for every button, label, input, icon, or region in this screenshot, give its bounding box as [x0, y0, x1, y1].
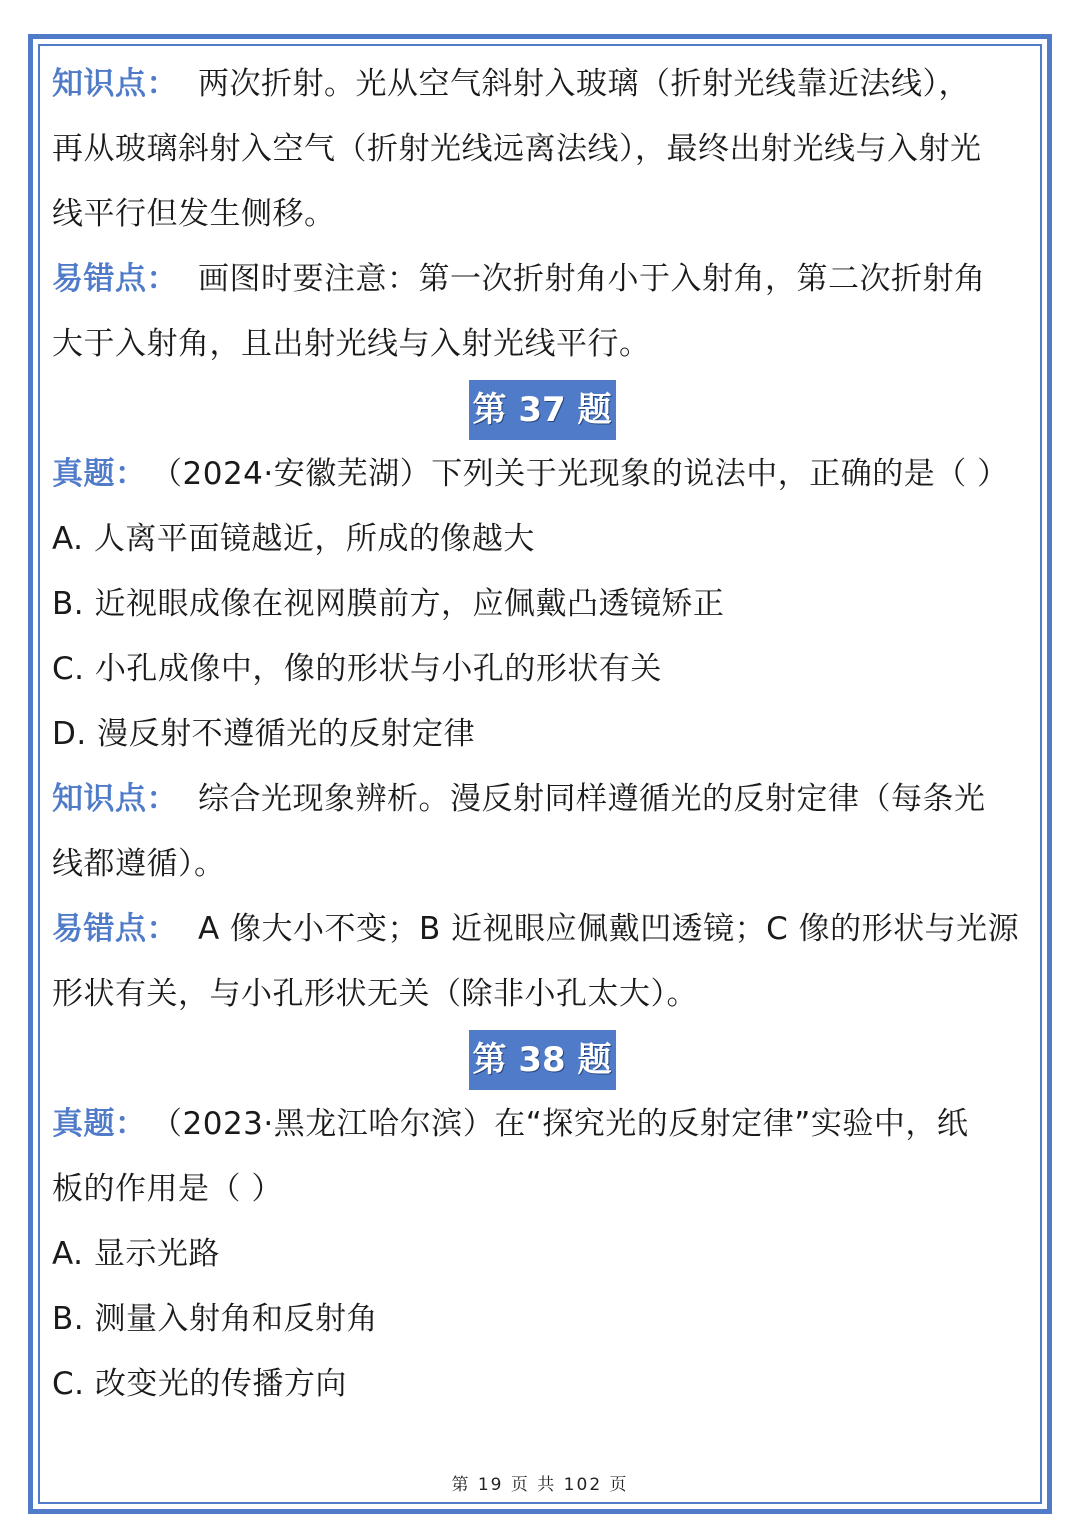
mistake-label: 易错点：	[52, 911, 178, 947]
q38-option-b: B. 测量入射角和反射角	[52, 1301, 378, 1337]
q37-question: 真题： （2024·安徽芜湖）下列关于光现象的说法中，正确的是（ ）	[52, 456, 1009, 492]
q37-mistake-line-1: 易错点： A 像大小不变；B 近视眼应佩戴凹透镜；C 像的形状与光源	[52, 911, 1020, 947]
q37-option-d: D. 漫反射不遵循光的反射定律	[52, 716, 476, 752]
q37-option-a: A. 人离平面镜越近，所成的像越大	[52, 521, 535, 557]
document-body	[52, 52, 1032, 1417]
question-label: 真题：	[52, 456, 147, 492]
q38-question-line-2: 板的作用是（ ）	[52, 1171, 283, 1207]
q37-knowledge-line-2: 线都遵循）。	[52, 846, 226, 882]
q36-knowledge-line-1: 知识点： 两次折射。光从空气斜射入玻璃（折射光线靠近法线），	[52, 66, 970, 102]
q36-mistake-line-2: 大于入射角，且出射光线与入射光线平行。	[52, 326, 651, 362]
q37-heading: 第 37 题	[469, 380, 616, 440]
q36-mistake-line-1: 易错点： 画图时要注意：第一次折射角小于入射角，第二次折射角	[52, 261, 986, 297]
q36-knowledge-line-3: 线平行但发生侧移。	[52, 196, 336, 232]
knowledge-label: 知识点：	[52, 66, 178, 102]
q38-heading-row	[52, 1027, 1032, 1092]
q38-heading: 第 38 题	[469, 1030, 616, 1090]
mistake-label: 易错点：	[52, 261, 178, 297]
knowledge-label: 知识点：	[52, 781, 178, 817]
q37-option-b: B. 近视眼成像在视网膜前方，应佩戴凸透镜矫正	[52, 586, 725, 622]
page-footer: 第 19 页 共 102 页	[451, 1475, 629, 1495]
q36-knowledge-line-2: 再从玻璃斜射入空气（折射光线远离法线），最终出射光线与入射光	[52, 131, 982, 167]
q37-knowledge-line-1: 知识点： 综合光现象辨析。漫反射同样遵循光的反射定律（每条光	[52, 781, 986, 817]
question-label: 真题：	[52, 1106, 147, 1142]
q38-option-c: C. 改变光的传播方向	[52, 1366, 347, 1402]
q37-mistake-line-2: 形状有关，与小孔形状无关（除非小孔太大）。	[52, 976, 698, 1012]
q38-option-a: A. 显示光路	[52, 1236, 220, 1272]
q38-question-line-1: 真题： （2023·黑龙江哈尔滨）在“探究光的反射定律”实验中，纸	[52, 1106, 969, 1142]
q37-heading-row	[52, 377, 1032, 442]
q37-option-c: C. 小孔成像中，像的形状与小孔的形状有关	[52, 651, 662, 687]
